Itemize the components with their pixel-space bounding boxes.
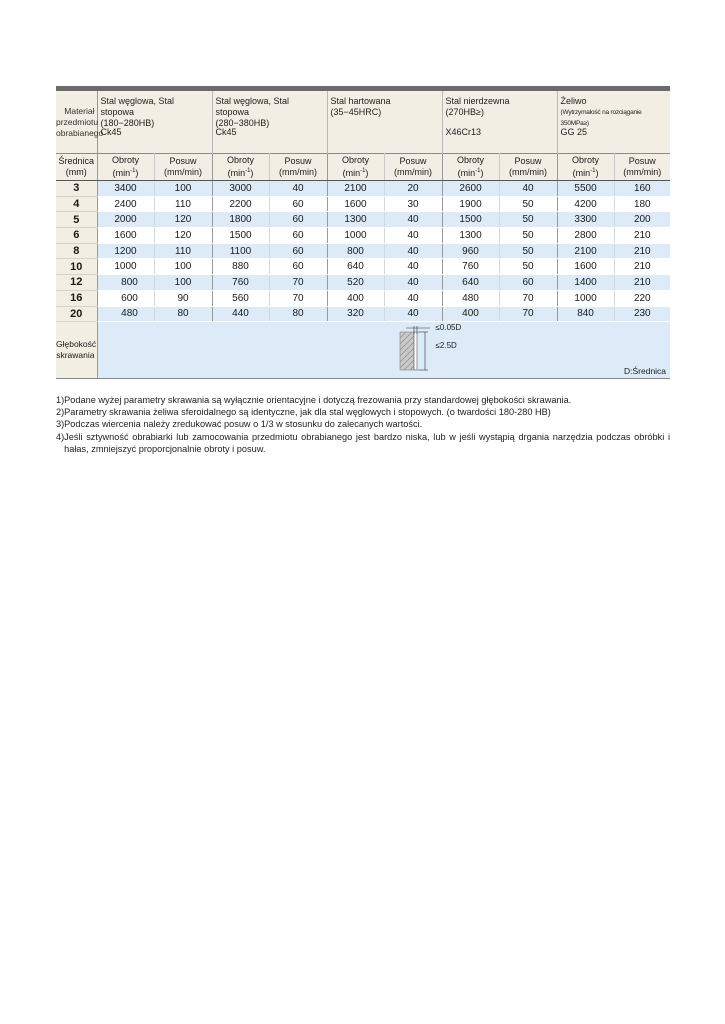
feed-unit: (mm/min) [164, 167, 202, 177]
feed-cell: 40 [384, 290, 442, 306]
feed-cell: 40 [384, 306, 442, 322]
speed-cell: 800 [327, 243, 384, 259]
feed-unit: (mm/min) [509, 167, 548, 177]
speed-cell: 3400 [97, 181, 154, 197]
footnote-number: 3) [56, 419, 65, 430]
speed-cell: 1600 [327, 196, 384, 212]
speed-cell: 2600 [442, 181, 499, 197]
feed-cell: 210 [614, 275, 670, 291]
speed-cell: 760 [212, 275, 269, 291]
speed-cell: 2000 [97, 212, 154, 228]
speed-unit-close: ) [480, 168, 484, 178]
feed-unit: (mm/min) [623, 167, 662, 177]
footnote-text: Jeśli sztywność obrabiarki lub zamocowania przedmiotu obrabianego jest bardzo niska, lub w jeśli wystąpią drgania narzędzia podczas obróbki i hałas, zmniejszyć proporcjonalnie obroty i posuw. [64, 431, 670, 454]
material-name: Żeliwo [560, 96, 587, 106]
diameter-cell: 3 [56, 181, 97, 197]
table-row [56, 181, 670, 197]
feed-cell: 100 [154, 275, 212, 291]
material-grade: Ck45 [100, 127, 122, 137]
table-row [56, 259, 670, 275]
speed-cell: 320 [327, 306, 384, 322]
speed-cell: 2100 [557, 243, 614, 259]
speed-cell: 560 [212, 290, 269, 306]
diameter-cell: 12 [56, 275, 97, 291]
speed-unit-exp: -1 [475, 168, 481, 174]
table-row [56, 290, 670, 306]
speed-unit-exp: -1 [590, 168, 596, 174]
material-label [56, 91, 104, 154]
feed-cell: 50 [499, 228, 557, 244]
speed-cell: 3000 [212, 181, 269, 197]
feed-cell: 20 [384, 181, 442, 197]
speed-cell: 960 [442, 243, 499, 259]
speed-cell: 1600 [97, 228, 154, 244]
speed-cell: 1800 [212, 212, 269, 228]
speed-unit-close: ) [250, 168, 254, 178]
cutting-depth-diagram-cell [97, 322, 670, 379]
speed-cell: 1300 [442, 228, 499, 244]
feed-column-header [154, 154, 212, 181]
material-grade: X46Cr13 [445, 127, 482, 137]
feed-label: Posuw [399, 156, 427, 166]
feed-cell: 180 [614, 196, 670, 212]
dim-side-label: ≤2.5D [435, 341, 457, 351]
speed-column-header [212, 154, 269, 181]
diameter-cell: 8 [56, 243, 97, 259]
speed-column-header [442, 154, 499, 181]
feed-label: Posuw [514, 156, 542, 166]
cutting-depth-label [56, 322, 97, 379]
diameter-cell: 10 [56, 259, 97, 275]
material-stainless-steel [442, 91, 557, 154]
feed-cell: 110 [154, 243, 212, 259]
dim-top-label: ≤0.05D [435, 323, 462, 333]
diameter-unit: (mm) [65, 167, 87, 177]
material-name: Stal węglowa, Stal stopowa [100, 96, 175, 117]
feed-cell: 230 [614, 306, 670, 322]
speed-unit: (min [457, 168, 476, 178]
speed-unit-close: ) [365, 168, 369, 178]
feed-cell: 60 [269, 196, 327, 212]
speed-label: Obroty [111, 155, 139, 165]
workpiece-hatch [400, 332, 414, 370]
footnote-text: Parametry skrawania żeliwa sferoidalnego są identyczne, jak dla stal węglowych i stopowych. (o twardości 180-280 HB) [64, 407, 551, 418]
speed-cell: 2200 [212, 196, 269, 212]
speed-cell: 440 [212, 306, 269, 322]
table-row [56, 196, 670, 212]
footnote-number: 2) [56, 407, 65, 418]
speed-label: Obroty [341, 155, 369, 165]
speed-unit-close: ) [595, 168, 599, 178]
depth-label-line: skrawania [56, 350, 95, 361]
material-label-line: Materiał [64, 105, 95, 116]
feed-cell: 40 [384, 228, 442, 244]
speed-label: Obroty [226, 155, 254, 165]
speed-cell: 4200 [557, 196, 614, 212]
speed-cell: 520 [327, 275, 384, 291]
feed-cell: 40 [269, 181, 327, 197]
material-name: Stal nierdzewna [445, 96, 510, 106]
feed-cell: 40 [384, 275, 442, 291]
speed-cell: 400 [442, 306, 499, 322]
cutting-depth-diagram [350, 324, 430, 376]
feed-cell: 80 [269, 306, 327, 322]
feed-cell: 210 [614, 228, 670, 244]
footnotes [56, 394, 670, 455]
speed-unit: (min [342, 168, 361, 178]
diameter-cell: 5 [56, 212, 97, 228]
column-header-row [56, 154, 670, 181]
speed-column-header [97, 154, 154, 181]
speed-cell: 640 [327, 259, 384, 275]
speed-cell: 5500 [557, 181, 614, 197]
material-grade: Ck45 [215, 127, 237, 137]
feed-cell: 50 [499, 243, 557, 259]
diameter-cell: 4 [56, 196, 97, 212]
footnote-number: 4) [56, 431, 65, 442]
feed-cell: 70 [499, 306, 557, 322]
speed-cell: 400 [327, 290, 384, 306]
feed-unit: (mm/min) [279, 167, 317, 177]
feed-unit: (mm/min) [394, 167, 432, 177]
table-row [56, 306, 670, 322]
material-grade: GG 25 [560, 127, 588, 137]
table-row [56, 212, 670, 228]
speed-label: Obroty [572, 155, 600, 165]
speed-cell: 640 [442, 275, 499, 291]
speed-unit: (min [572, 168, 591, 178]
speed-cell: 1900 [442, 196, 499, 212]
feed-cell: 120 [154, 228, 212, 244]
diameter-cell: 20 [56, 306, 97, 322]
speed-cell: 840 [557, 306, 614, 322]
feed-cell: 70 [499, 290, 557, 306]
feed-label: Posuw [628, 156, 656, 166]
material-name: Stal hartowana [330, 96, 391, 106]
feed-column-header [614, 154, 670, 181]
feed-cell: 80 [154, 306, 212, 322]
feed-cell: 200 [614, 212, 670, 228]
data-rows [56, 181, 670, 322]
cutting-depth-row [56, 322, 670, 379]
footnote-text: Podane wyżej parametry skrawania są wyłącznie orientacyjne i dotyczą frezowania przy standardowej głębokości skrawania. [64, 395, 572, 405]
material-spec: (35−45HRC) [330, 107, 382, 117]
feed-cell: 100 [154, 181, 212, 197]
diameter-legend: D:Średnica [623, 366, 667, 377]
feed-cell: 120 [154, 212, 212, 228]
material-carbon-steel-soft [97, 91, 212, 154]
speed-cell: 1600 [557, 259, 614, 275]
feed-cell: 220 [614, 290, 670, 306]
speed-cell: 1100 [212, 243, 269, 259]
feed-cell: 60 [269, 259, 327, 275]
speed-unit-exp: -1 [360, 168, 366, 174]
footnote [56, 418, 670, 430]
diameter-label: Średnica [58, 156, 95, 166]
speed-unit: (min [112, 168, 131, 178]
material-spec: (270HB≥) [445, 107, 484, 117]
footnote [56, 431, 670, 455]
feed-cell: 70 [269, 290, 327, 306]
footnote [56, 394, 670, 406]
feed-cell: 40 [384, 259, 442, 275]
feed-cell: 210 [614, 259, 670, 275]
material-label-line: obrabianego [56, 127, 104, 138]
speed-cell: 480 [97, 306, 154, 322]
material-cast-iron [557, 91, 670, 154]
feed-cell: 40 [499, 181, 557, 197]
material-spec: (Wytrzymałość na rozciąganie 350MPa≥) [560, 109, 642, 127]
table-row [56, 243, 670, 259]
material-header-row [56, 91, 670, 154]
footnote-text: Podczas wiercenia należy zredukować posuw o 1/3 w stosunku do zalecanych wartości. [64, 419, 423, 430]
speed-cell: 800 [97, 275, 154, 291]
speed-column-header [557, 154, 614, 181]
speed-cell: 1000 [97, 259, 154, 275]
speed-cell: 3300 [557, 212, 614, 228]
feed-cell: 210 [614, 243, 670, 259]
speed-label: Obroty [457, 155, 485, 165]
feed-column-header [499, 154, 557, 181]
feed-label: Posuw [284, 156, 312, 166]
speed-cell: 2800 [557, 228, 614, 244]
feed-cell: 60 [269, 243, 327, 259]
speed-cell: 2400 [97, 196, 154, 212]
table-row [56, 275, 670, 291]
feed-cell: 50 [499, 259, 557, 275]
feed-cell: 60 [269, 228, 327, 244]
feed-cell: 90 [154, 290, 212, 306]
speed-cell: 880 [212, 259, 269, 275]
speed-unit-exp: -1 [245, 168, 251, 174]
speed-column-header [327, 154, 384, 181]
material-spec: (180−280HB) [100, 118, 155, 128]
feed-cell: 40 [384, 243, 442, 259]
speed-cell: 480 [442, 290, 499, 306]
depth-label-line: Głębokość [56, 339, 97, 350]
feed-cell: 70 [269, 275, 327, 291]
diameter-cell: 16 [56, 290, 97, 306]
feed-cell: 60 [269, 212, 327, 228]
speed-cell: 1400 [557, 275, 614, 291]
material-name: Stal węglowa, Stal stopowa [215, 96, 290, 117]
diameter-header [56, 154, 97, 181]
speed-cell: 1500 [442, 212, 499, 228]
feed-cell: 60 [499, 275, 557, 291]
speed-unit-exp: -1 [130, 168, 136, 174]
speed-unit-close: ) [135, 168, 139, 178]
material-spec: (280−380HB) [215, 118, 270, 128]
speed-cell: 1200 [97, 243, 154, 259]
speed-cell: 2100 [327, 181, 384, 197]
speed-cell: 760 [442, 259, 499, 275]
material-hardened-steel [327, 91, 442, 154]
speed-cell: 1300 [327, 212, 384, 228]
speed-cell: 600 [97, 290, 154, 306]
feed-cell: 40 [384, 212, 442, 228]
material-label-line: przedmiotu [56, 116, 99, 127]
feed-label: Posuw [169, 156, 197, 166]
cutting-parameters-table [56, 91, 670, 379]
feed-cell: 100 [154, 259, 212, 275]
speed-unit: (min [227, 168, 246, 178]
table-row [56, 228, 670, 244]
feed-column-header [384, 154, 442, 181]
feed-cell: 160 [614, 181, 670, 197]
speed-cell: 1000 [327, 228, 384, 244]
speed-cell: 1500 [212, 228, 269, 244]
feed-cell: 110 [154, 196, 212, 212]
feed-column-header [269, 154, 327, 181]
cut-depth-slot [414, 332, 417, 370]
speed-cell: 1000 [557, 290, 614, 306]
material-carbon-steel-hard [212, 91, 327, 154]
feed-cell: 50 [499, 196, 557, 212]
feed-cell: 30 [384, 196, 442, 212]
footnote [56, 406, 670, 418]
feed-cell: 50 [499, 212, 557, 228]
footnote-number: 1) [56, 395, 65, 405]
diameter-cell: 6 [56, 228, 97, 244]
